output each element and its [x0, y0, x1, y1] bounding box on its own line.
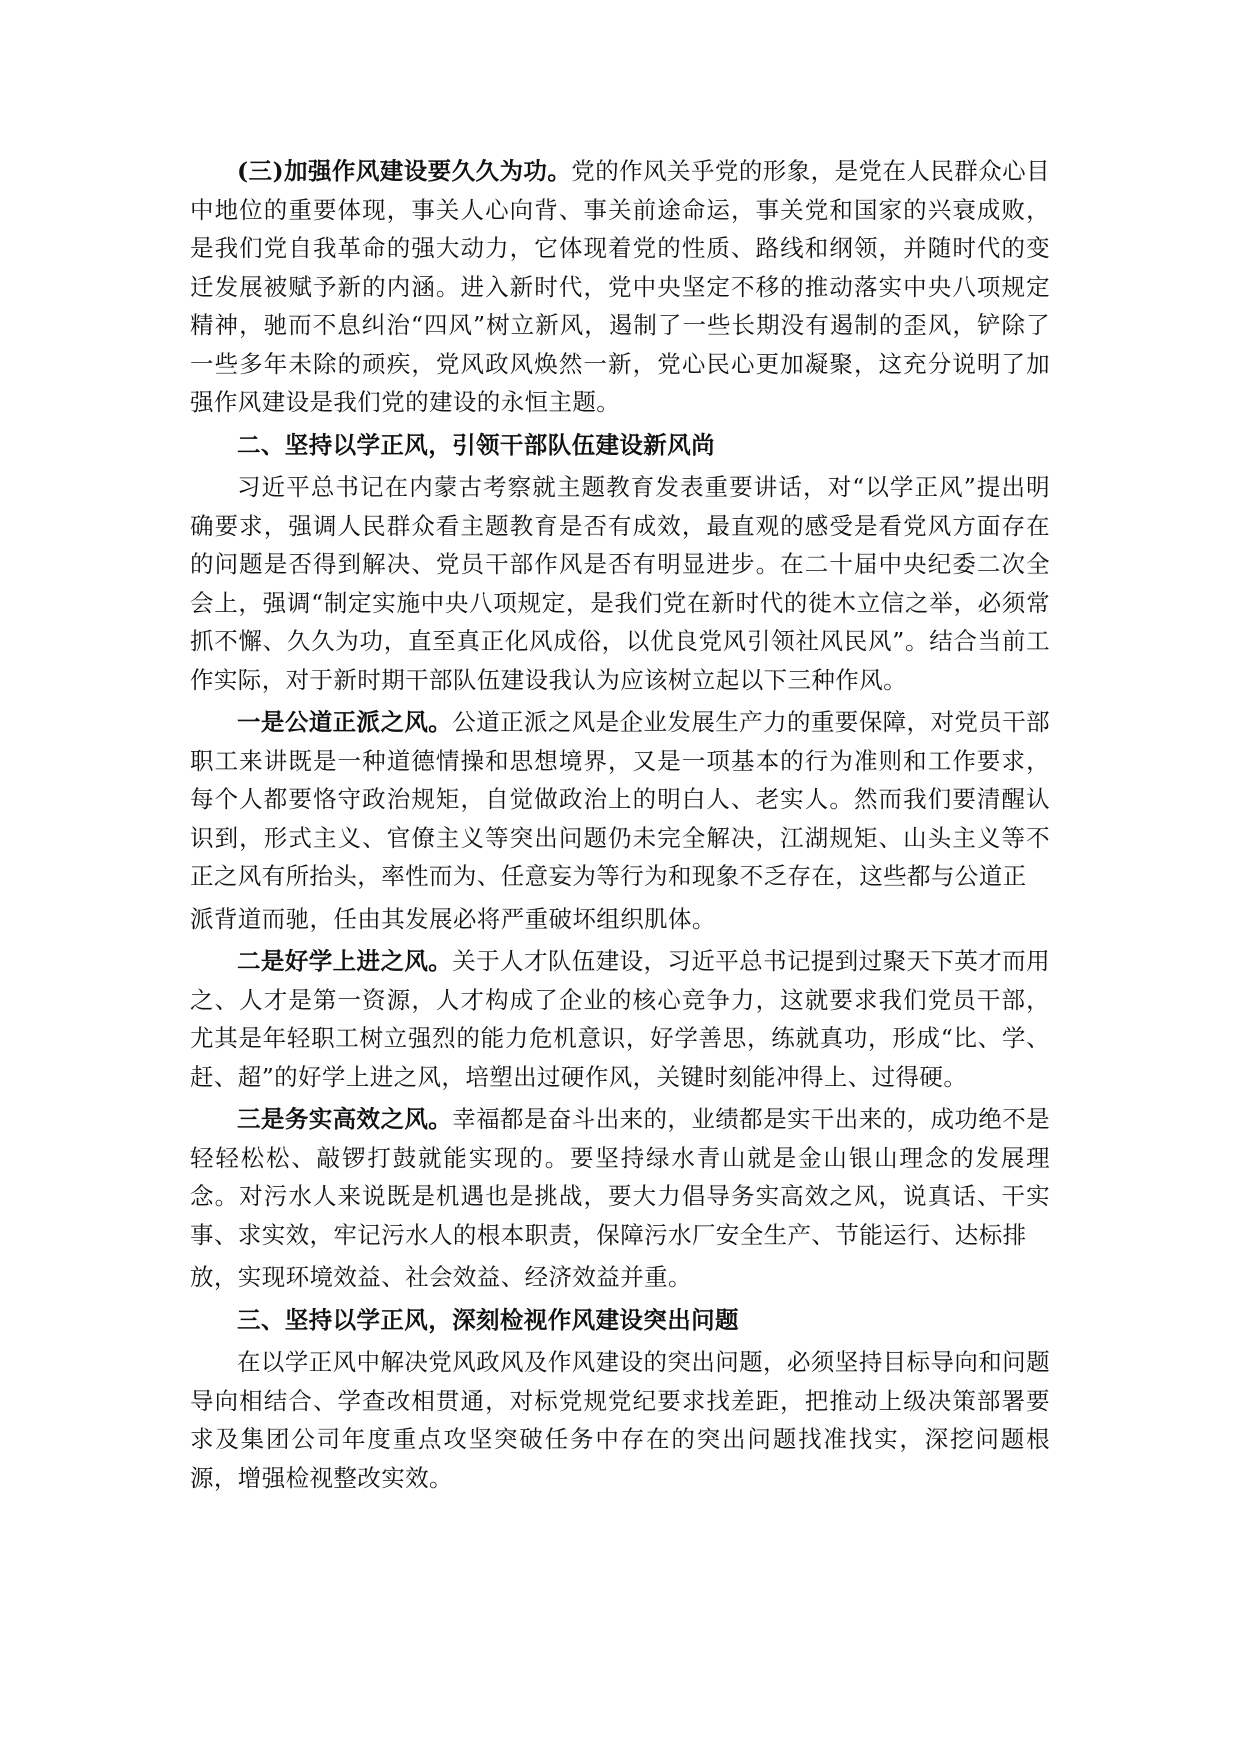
paragraph-lead: 二是好学上进之风。: [237, 947, 453, 975]
paragraph-lead: (三)加强作风建设要久久为功。: [237, 157, 572, 185]
paragraph-fair-upright-style: [190, 703, 1050, 896]
paragraph-lead: 三是务实高效之风。: [237, 1105, 453, 1133]
paragraph-text: 党的作风关乎党的形象，是党在人民群众心目中地位的重要体现，事关人心向背、事关前途命运，事关党和国家的兴衰成败，是我们党自我革命的强大动力，它体现着党的性质、路线和纲领，并随时代的变迁发展被赋予新的内涵。进入新时代，党中央坚定不移的推动落实中央八项规定精神，驰而不息纠治“四风”树立新风，遏制了一些长期没有遏制的歪风，铲除了一些多年未除的顽疾，党风政风焕然一新，党心民心更加凝聚，这充分说明了加强作风建设是我们党的建设的永恒主题。: [190, 157, 1050, 416]
document-body: [190, 152, 1050, 1501]
section-heading-2: 二、坚持以学正风，引领干部队伍建设新风尚: [237, 430, 715, 459]
paragraph-examine-problems: 在以学正风中解决党风政风及作风建设的突出问题，必须坚持目标导向和问题导向相结合、学查改相贯通，对标党规党纪要求找差距，把推动上级决策部署要求及集团公司年度重点攻坚突破任务中存在的突出问题找准找实，深挖问题根源，增强检视整改实效。: [190, 1348, 1050, 1492]
paragraph-text: 幸福都是奋斗出来的，业绩都是实干出来的，成功绝不是轻轻松松、敲锣打鼓就能实现的。要坚持绿水青山就是金山银山理念的发展理念。对污水人来说既是机遇也是挑战，要大力倡导务实高效之风，说真话、干实 事、求实效，牢记污水人的根本职责，保障污水厂安全生产、节能运行、达标排: [190, 1105, 1051, 1249]
paragraph-eager-to-learn-style: [190, 942, 1050, 1096]
section-heading-3: 三、坚持以学正风，深刻检视作风建设突出问题: [237, 1305, 739, 1334]
paragraph-inner-mongolia-speech: 习近平总书记在内蒙古考察就主题教育发表重要讲话，对“以学正风”提出明确要求，强调人民群众看主题教育是否有成效，最直观的感受是看党风方面存在的问题是否得到解决、党员干部作风是否有明显进步。在二十届中央纪委二次全会上，强调“制定实施中央八项规定，是我们党在新时代的徙木立信之举，必须常抓不懈、久久为功，直至真正化风成俗，以优良党风引领社风民风”。结合当前工作实际，对于新时期干部队伍建设我认为应该树立起以下三种作风。: [190, 473, 1050, 694]
paragraph-strengthen-style: [190, 152, 1050, 422]
paragraph-text: 公道正派之风是企业发展生产力的重要保障，对党员干部职工来讲既是一种道德情操和思想境界，又是一项基本的行为准则和工作要求， 每个人都要恪守政治规矩，自觉做政治上的明白人、老实人。然而我们要清醒认 识到，形式主义、官僚主义等突出问题仍未完全解决，江湖规矩、山头主义等不 正之风有所抬头，率性而为、任意妄为等行为和现象不乏存在，这些都与公道正: [190, 708, 1051, 890]
paragraph-lead: 一是公道正派之风。: [237, 708, 453, 736]
paragraph-pragmatic-efficient-continuation: 放，实现环境效益、社会效益、经济效益并重。: [190, 1263, 692, 1291]
paragraph-pragmatic-efficient-style: [190, 1100, 1050, 1254]
paragraph-text: 关于人才队伍建设，习近平总书记提到过聚天下英才而用之、人才是第一资源，人才构成了企业的核心竞争力，这就要求我们党员干部，尤其是年轻职工树立强烈的能力危机意识，好学善思，练就真功，形成“比、学、赶、超”的好学上进之风，培塑出过硬作风，关键时刻能冲得上、过得硬。: [190, 947, 1051, 1091]
paragraph-fair-upright-continuation: 派背道而驰，任由其发展必将严重破坏组织肌体。: [190, 904, 716, 933]
